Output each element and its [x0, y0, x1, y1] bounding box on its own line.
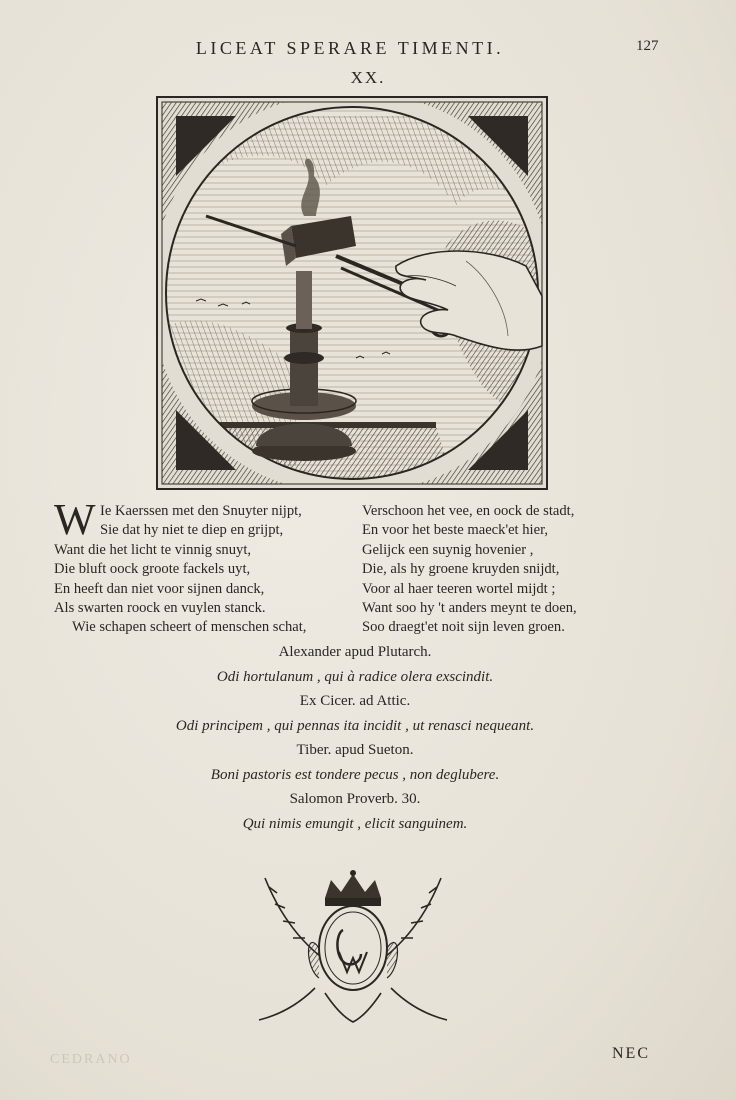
poem-line: Ie Kaerssen met den Snuyter nijpt, [100, 503, 302, 519]
quote-source: Salomon Proverb. 30. [289, 791, 421, 807]
quote-latin: Qui nimis emungit , elicit sanguinem. [242, 815, 468, 832]
drop-capital: W [54, 495, 96, 544]
emblem-engraving [156, 96, 548, 490]
quote-source: Ex Cicer. ad Attic. [299, 693, 411, 709]
poem-right-column [362, 502, 682, 638]
quotations [120, 640, 590, 836]
page-number: 127 [636, 38, 659, 54]
poem-line: Die, als hy groene kruyden snijdt, [362, 561, 560, 578]
catchword: NEC [612, 1045, 650, 1062]
poem-line: Verschoon het vee, en oock de stadt, [362, 503, 575, 519]
quote-source: Alexander apud Plutarch. [278, 644, 432, 660]
poem-line: Voor al haer teeren wortel mijdt ; [362, 580, 556, 597]
poem-line: Gelijck een suynig hovenier , [362, 541, 534, 558]
poem-line: En voor het beste maeck'et hier, [362, 522, 549, 539]
poem-line: Soo draegt'et noit sijn leven groen. [362, 619, 565, 636]
quote-latin: Odi hortulanum , qui à radice olera exscindit. [216, 668, 494, 685]
poem-line: Wie schapen scheert of menschen schat, [72, 619, 307, 636]
running-title: LICEAT SPERARE TIMENTI. [195, 38, 505, 58]
poem-left-column [54, 495, 354, 638]
poem-line: Sie dat hy niet te diep en grijpt, [100, 522, 284, 539]
quote-latin: Boni pastoris est tondere pecus , non deglubere. [210, 766, 500, 783]
poem-line: Want die het licht te vinnig snuyt, [54, 541, 252, 558]
poem-line: Als swarten roock en vuylen stanck. [54, 600, 266, 617]
quote-source: Tiber. apud Sueton. [296, 742, 414, 758]
poem-line: Want soo hy 't anders meynt te doen, [362, 600, 577, 617]
crowned-monogram-ornament-icon [255, 868, 451, 1026]
quote-latin: Odi principem , qui pennas ita incidit , ut renasci nequeant. [175, 717, 535, 734]
poem-line: En heeft dan niet voor sijnen danck, [54, 580, 265, 597]
bleed-through-text: CEDRANO [50, 1052, 132, 1067]
poem-line: Die bluft oock groote fackels uyt, [54, 561, 251, 578]
emblem-number: XX. [350, 68, 386, 87]
